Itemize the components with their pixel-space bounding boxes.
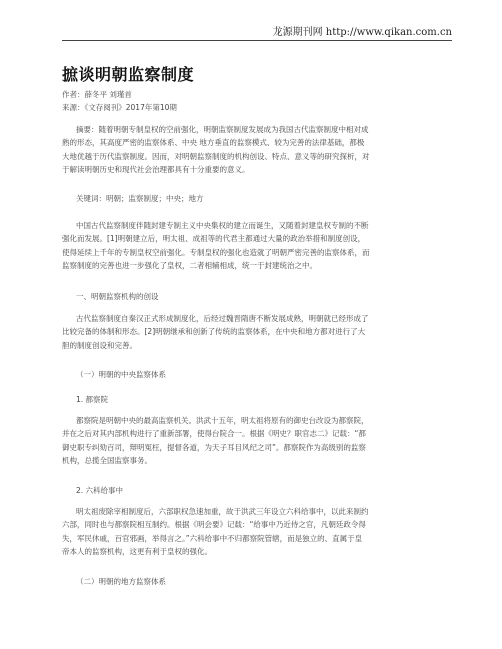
- author-line: 作者：薛冬平 刘瑾首: [62, 90, 132, 99]
- paragraph-line: 使得延续上千年的专制皇权空前强化。专制皇权的强化也造就了明朝严密完善的监察体系，而: [62, 247, 370, 257]
- paragraph-line: 胆的制度创设和完善。: [62, 340, 137, 350]
- abstract-line: 大地优越于历代监察制度。因而，对明朝监察制度的机构创设、特点、意义等的研究探析，对: [62, 151, 370, 161]
- site-link[interactable]: 龙源期刊网 http://www.qikan.com.cn: [272, 27, 452, 38]
- paragraph-line: 古代监察制度自秦汉正式形成制度化，后经过魏晋隋唐不断发展成熟，明朝就已经形成了: [76, 314, 369, 323]
- abstract-line: 熟的形态，其高度严密的监察体系、中央 地方垂直的监察模式、较为完善的法律基础，都极: [62, 138, 365, 148]
- paragraph-line: 失，军民休戚，百官邪画，举得言之。”六科给事中不归都察院管辖，而是独立的、直属于皇: [62, 533, 363, 543]
- paragraph-line: 御史职专纠劾百司，辩明冤枉，提督各道，为天子耳目风纪之司”。都察院作为高级别的监察: [62, 442, 366, 452]
- abstract-line: 摘要：随着明朝专制皇权的空前强化，明朝监察制度发展成为我国古代监察制度中相对成: [76, 125, 369, 134]
- keywords: [62, 192, 440, 205]
- source-line: 来源：《文存阅刊》2017年第10期: [62, 103, 177, 112]
- paragraph-line: 都察院是明朝中央的最高监察机关。洪武十五年，明太祖将原有的御史台改设为都察院，: [76, 416, 369, 425]
- item-heading: 1. 都察院: [76, 395, 109, 404]
- paragraph-line: 比较完备的体制和形态。[2]明朝继承和创新了传统的监察体系，在中央和地方都对进行了大: [62, 327, 366, 337]
- intro-paragraph: [62, 219, 440, 272]
- paragraph-line: 强化而发展。[1]明朝建立后，明太祖、成祖等的代君主都通过大量的政治举措和制度创设，: [62, 234, 366, 244]
- subsection-heading: （二）明朝的地方监察体系: [76, 577, 166, 586]
- paragraph-line: 帝本人的监察机构，这更有利于皇权的强化。: [62, 546, 212, 556]
- header-divider: [62, 40, 452, 41]
- paragraph-line: 中国古代监察制度伴随封建专制主义中央集权的建立而诞生，又随着封建皇权专制的不断: [76, 221, 369, 230]
- paragraph-line: 明太祖废除宰相制度后，六部职权急速加重，故于洪武三年设立六科给事中，以此来制约: [76, 507, 369, 516]
- section-heading: 一、明朝监察机构的创设: [76, 292, 159, 301]
- subsection-heading: （一）明朝的中央监察体系: [76, 370, 166, 379]
- item-paragraph: [62, 414, 440, 467]
- item-heading: 2. 六科给事中: [76, 486, 124, 495]
- paragraph-line: 六部，同时也与都察院相互制约。根据《明会要》记载：“给事中乃近侍之官，凡朝廷政令得: [62, 520, 366, 530]
- paragraph-line: 并在之后对其内部机构进行了重新部署，使得台院合一。根据《明史？职官志二》记载：“都: [62, 429, 366, 439]
- section-paragraph: [62, 312, 440, 352]
- item-paragraph: [62, 505, 440, 558]
- abstract: [62, 123, 440, 176]
- article-title: 摭谈明朝监察制度: [62, 65, 195, 84]
- paragraph-line: 机构，总揽全国监察事务。: [62, 455, 152, 465]
- keywords-line: 关键词：明朝；监察制度；中央；地方: [76, 194, 204, 203]
- paragraph-line: 监察制度的完善也进一步强化了皇权，二者相辅相成，统一于封建统治之中。: [62, 260, 317, 270]
- abstract-line: 于解读明朝历史和现代社会治理都具有十分重要的意义。: [62, 164, 250, 174]
